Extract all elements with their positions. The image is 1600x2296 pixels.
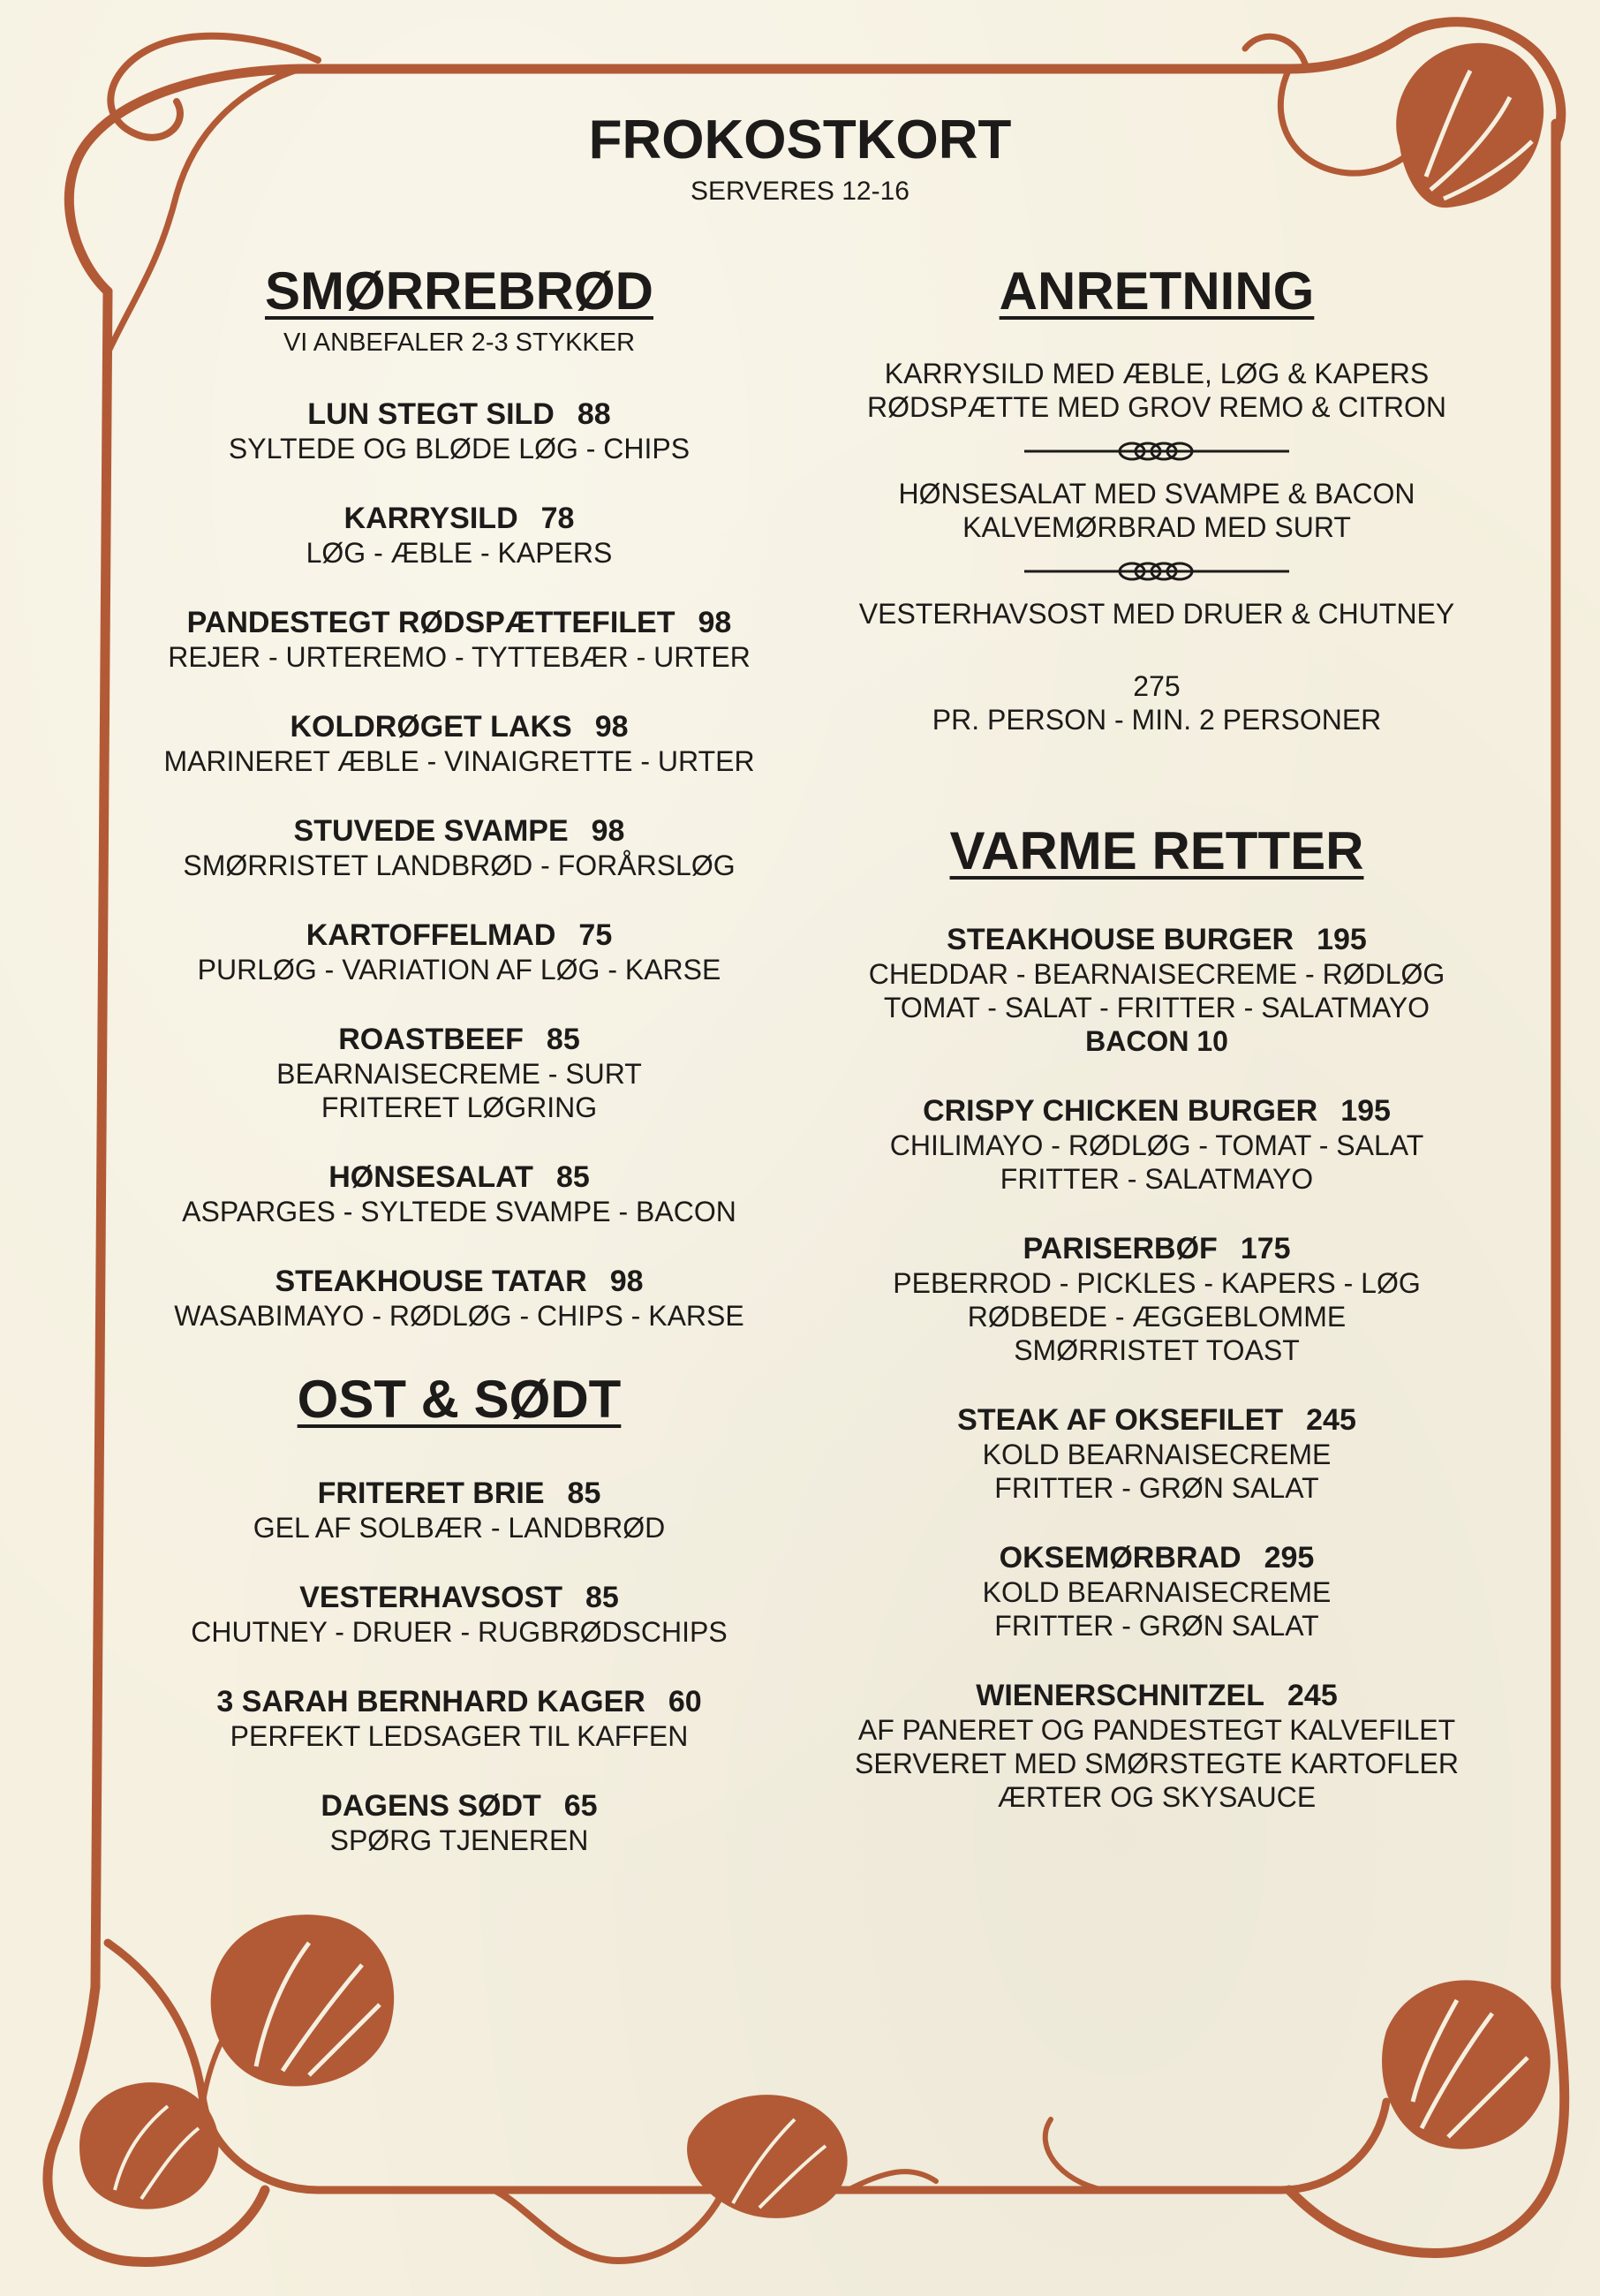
item-name: STEAKHOUSE TATAR	[275, 1265, 587, 1298]
anretning-line: VESTERHAVSOST MED DRUER & CHUTNEY	[858, 598, 1455, 630]
menu-item	[132, 918, 786, 986]
item-price: 245	[1306, 1403, 1356, 1437]
menu-item	[132, 1264, 786, 1333]
anretning-price: 275	[1133, 670, 1181, 702]
item-name: OKSEMØRBRAD	[999, 1541, 1242, 1575]
item-description: TOMAT - SALAT - FRITTER - SALATMAYO	[883, 992, 1430, 1023]
item-description: FRITERET LØGRING	[321, 1091, 598, 1123]
menu-item	[132, 1788, 786, 1857]
item-description: CHILIMAYO - RØDLØG - TOMAT - SALAT	[889, 1129, 1424, 1161]
item-price: 88	[577, 397, 611, 431]
item-description: SMØRRISTET TOAST	[1014, 1334, 1300, 1366]
menu-item	[132, 501, 786, 570]
item-price: 195	[1317, 923, 1367, 956]
section-title-smorrebrod: SMØRREBRØD	[264, 261, 653, 321]
item-name: LUN STEGT SILD	[307, 397, 555, 431]
menu-item	[830, 1093, 1483, 1196]
item-description: SERVERET MED SMØRSTEGTE KARTOFLER	[855, 1748, 1459, 1779]
item-name: CRISPY CHICKEN BURGER	[923, 1094, 1318, 1128]
menu-item	[132, 1580, 786, 1649]
item-price: 98	[698, 606, 732, 639]
menu-item	[132, 1022, 786, 1124]
section-title-anretning: ANRETNING	[999, 261, 1315, 321]
item-name: KARRYSILD	[343, 502, 518, 535]
section-ost	[132, 1370, 786, 1857]
item-description: BEARNAISECREME - SURT	[276, 1058, 642, 1090]
menu-item	[132, 813, 786, 882]
item-description: CHUTNEY - DRUER - RUGBRØDSCHIPS	[191, 1616, 728, 1648]
anretning-group	[830, 357, 1483, 424]
item-extra: BACON 10	[1085, 1025, 1228, 1057]
item-name: ROASTBEEF	[338, 1023, 524, 1056]
menu-item	[132, 605, 786, 674]
item-price: 75	[578, 918, 613, 952]
item-description: REJER - URTEREMO - TYTTEBÆR - URTER	[168, 641, 751, 673]
right-column	[830, 261, 1483, 1814]
menu-item	[830, 1402, 1483, 1505]
item-price: 245	[1287, 1679, 1338, 1712]
item-description: LØG - ÆBLE - KAPERS	[306, 537, 613, 569]
section-varme	[830, 821, 1483, 1814]
anretning-group	[830, 597, 1483, 631]
item-price: 295	[1264, 1541, 1315, 1575]
menu-item	[132, 1684, 786, 1753]
item-name: PANDESTEGT RØDSPÆTTEFILET	[186, 606, 675, 639]
item-description: PERFEKT LEDSAGER TIL KAFFEN	[230, 1720, 689, 1752]
anretning-price-block	[830, 669, 1483, 736]
item-price: 195	[1340, 1094, 1391, 1128]
item-description: CHEDDAR - BEARNAISECREME - RØDLØG	[868, 958, 1445, 990]
menu-subtitle: SERVERES 12-16	[691, 177, 909, 206]
anretning-group	[830, 477, 1483, 544]
item-description: KOLD BEARNAISECREME	[982, 1576, 1332, 1608]
item-description: MARINERET ÆBLE - VINAIGRETTE - URTER	[163, 745, 755, 777]
menu-item	[132, 1476, 786, 1545]
section-smorrebrod	[132, 261, 786, 1333]
section-title-ost: OST & SØDT	[297, 1370, 622, 1429]
menu-title: FROKOSTKORT	[588, 110, 1012, 170]
section-title-varme: VARME RETTER	[949, 821, 1364, 880]
item-name: FRITERET BRIE	[317, 1477, 545, 1510]
menu-item	[830, 1678, 1483, 1814]
item-name: STUVEDE SVAMPE	[293, 814, 569, 848]
ornament-divider	[1024, 558, 1289, 585]
item-description: PURLØG - VARIATION AF LØG - KARSE	[197, 954, 721, 986]
item-description: PEBERROD - PICKLES - KAPERS - LØG	[893, 1267, 1421, 1299]
item-price: 85	[567, 1477, 601, 1510]
section-note-smorrebrod: VI ANBEFALER 2-3 STYKKER	[283, 329, 636, 357]
item-name: KARTOFFELMAD	[306, 918, 556, 952]
left-column	[132, 261, 786, 1857]
item-description: AF PANERET OG PANDESTEGT KALVEFILET	[857, 1714, 1456, 1746]
item-name: HØNSESALAT	[328, 1160, 533, 1194]
item-description: GEL AF SOLBÆR - LANDBRØD	[253, 1512, 666, 1544]
menu-item	[830, 1231, 1483, 1367]
anretning-line: RØDSPÆTTE MED GROV REMO & CITRON	[866, 391, 1447, 423]
item-description: WASABIMAYO - RØDLØG - CHIPS - KARSE	[174, 1300, 744, 1332]
item-description: ÆRTER OG SKYSAUCE	[997, 1781, 1317, 1813]
item-description: FRITTER - SALATMAYO	[1000, 1163, 1314, 1195]
item-description: ASPARGES - SYLTEDE SVAMPE - BACON	[182, 1196, 736, 1227]
item-name: KOLDRØGET LAKS	[290, 710, 572, 744]
ornament-divider	[1024, 438, 1289, 464]
item-description: SYLTEDE OG BLØDE LØG - CHIPS	[228, 433, 691, 464]
item-name: STEAKHOUSE BURGER	[947, 923, 1294, 956]
item-price: 65	[563, 1789, 598, 1823]
item-price: 98	[591, 814, 625, 848]
menu-header	[0, 110, 1600, 206]
menu-item	[132, 1159, 786, 1228]
item-name: STEAK AF OKSEFILET	[957, 1403, 1284, 1437]
anretning-price-note: PR. PERSON - MIN. 2 PERSONER	[932, 704, 1382, 736]
item-price: 85	[546, 1023, 580, 1056]
item-description: FRITTER - GRØN SALAT	[994, 1610, 1319, 1642]
item-price: 85	[555, 1160, 590, 1194]
anretning-line: KARRYSILD MED ÆBLE, LØG & KAPERS	[884, 358, 1430, 389]
item-price: 85	[585, 1581, 619, 1614]
menu-item	[132, 397, 786, 465]
item-name: VESTERHAVSOST	[299, 1581, 563, 1614]
menu-item	[830, 922, 1483, 1058]
anretning-line: KALVEMØRBRAD MED SURT	[962, 511, 1351, 543]
item-name: PARISERBØF	[1023, 1232, 1218, 1265]
menu-item	[132, 709, 786, 778]
item-price: 78	[540, 502, 575, 535]
item-description: SMØRRISTET LANDBRØD - FORÅRSLØG	[183, 850, 736, 881]
item-name: WIENERSCHNITZEL	[976, 1679, 1265, 1712]
item-price: 175	[1240, 1232, 1291, 1265]
item-description: SPØRG TJENEREN	[329, 1824, 589, 1856]
item-name: 3 SARAH BERNHARD KAGER	[216, 1685, 645, 1718]
item-description: KOLD BEARNAISECREME	[982, 1439, 1332, 1470]
item-description: FRITTER - GRØN SALAT	[994, 1472, 1319, 1504]
item-price: 98	[594, 710, 629, 744]
item-price: 60	[668, 1685, 702, 1718]
item-price: 98	[609, 1265, 644, 1298]
section-anretning	[830, 261, 1483, 736]
menu-item	[830, 1540, 1483, 1643]
item-description: RØDBEDE - ÆGGEBLOMME	[967, 1301, 1347, 1333]
anretning-line: HØNSESALAT MED SVAMPE & BACON	[898, 478, 1415, 510]
item-name: DAGENS SØDT	[321, 1789, 541, 1823]
